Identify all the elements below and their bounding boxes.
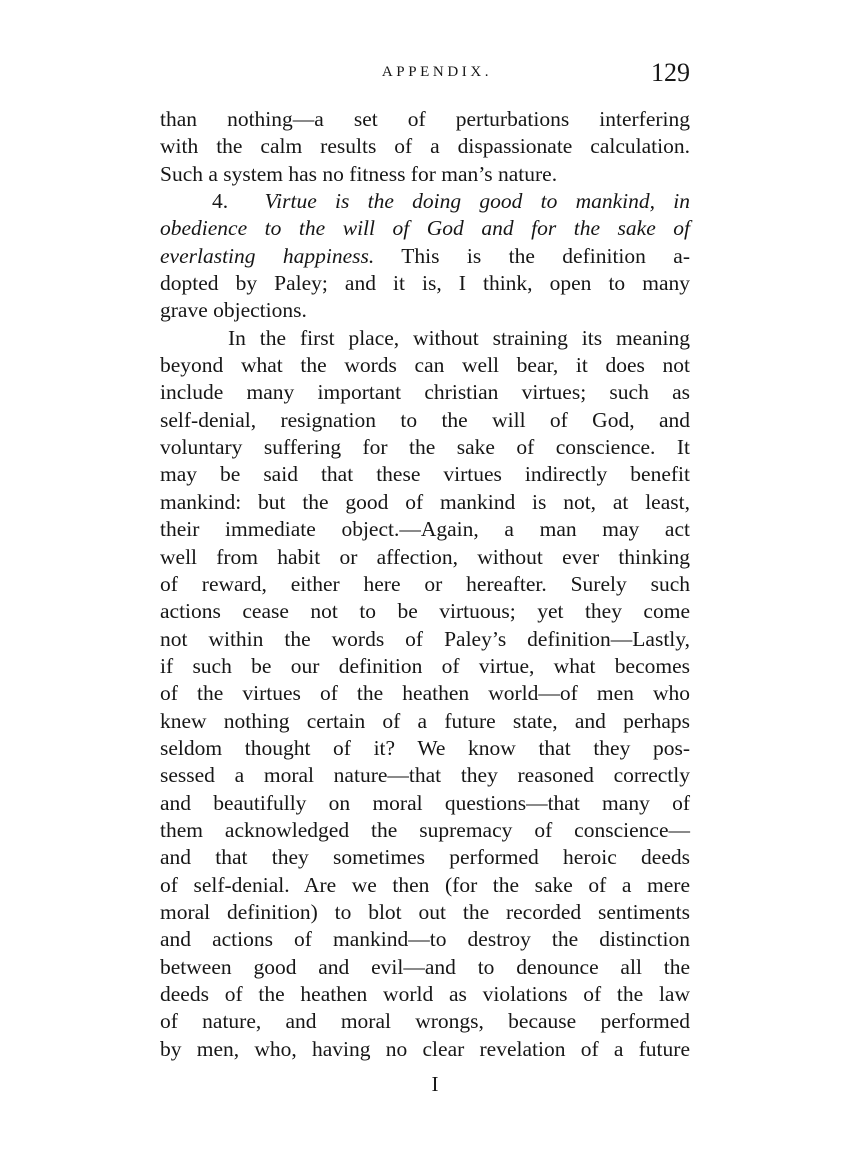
text-line: between good and evil—and to denounce all the [160,954,690,979]
virtue-definition-part-3: everlasting happiness. [160,243,375,268]
page-number: 129 [651,58,690,87]
body-text [160,106,690,1063]
signature-mark: I [431,1072,439,1096]
text-line: self-denial, resignation to the will of God, and [160,407,690,432]
text-line: actions cease not to be virtuous; yet they come [160,599,690,624]
text-line: beyond what the words can well bear, it does not [160,353,690,378]
text-line: dopted by Paley; and it is, I think, open to many [160,271,690,296]
text-line: seldom thought of it? We know that they pos- [160,735,690,760]
text-line: well from habit or affection, without ever thinking [160,544,690,569]
text-line: grave objections. [160,298,307,323]
text-line: moral definition) to blot out the recorded sentiments [160,899,690,924]
definition-note: This is the definition a- [374,243,690,268]
text-line: deeds of the heathen world as violations of the law [160,982,690,1006]
text-line: and beautifully on moral questions—that many of [160,790,690,815]
running-head-title: APPENDIX. [381,64,493,80]
text-line: their immediate object.—Again, a man may act [160,517,690,542]
text-line: by men, who, having no clear revelation of a future [160,1036,690,1061]
section-4-line-3 [160,243,690,270]
text-line: Such a system has no fitness for man’s nature. [160,161,558,186]
text-line: mankind: but the good of mankind is not, at least, [160,489,690,514]
text-line: may be said that these virtues indirectly benefit [160,462,690,487]
text-line: of self-denial. Are we then (for the sake of a mere [160,872,690,897]
text-line: sessed a moral nature—that they reasoned correctly [160,763,690,788]
text-line: and that they sometimes performed heroic deeds [160,845,690,870]
text-line: of nature, and moral wrongs, because performed [160,1009,690,1034]
text-line: of the virtues of the heathen world—of men who [160,681,690,706]
text-line: not within the words of Paley’s definition—Lastly, [160,626,690,651]
paragraph-start-line: In the first place, without straining its meaning [228,325,690,350]
text-line: knew nothing certain of a future state, and perhaps [160,708,690,733]
running-head [160,58,690,90]
section-number: 4. [212,189,229,214]
virtue-definition-part-1: Virtue is the doing good to mankind, in [264,189,691,214]
text-line: of reward, either here or hereafter. Surely such [160,571,690,596]
text-line: include many important christian virtues; such as [160,380,690,405]
virtue-definition-part-2: obedience to the will of God and for the sake of [160,216,690,241]
text-line: than nothing—a set of perturbations interfering [160,107,690,131]
text-line: voluntary suffering for the sake of conscience. It [160,435,690,460]
text-line: and actions of mankind—to destroy the distinction [160,927,690,952]
section-4-line-1 [160,188,690,215]
text-line: with the calm results of a dispassionate calculation. [160,134,690,159]
text-line: them acknowledged the supremacy of conscience— [160,817,690,842]
text-line: if such be our definition of virtue, what becomes [160,653,690,678]
